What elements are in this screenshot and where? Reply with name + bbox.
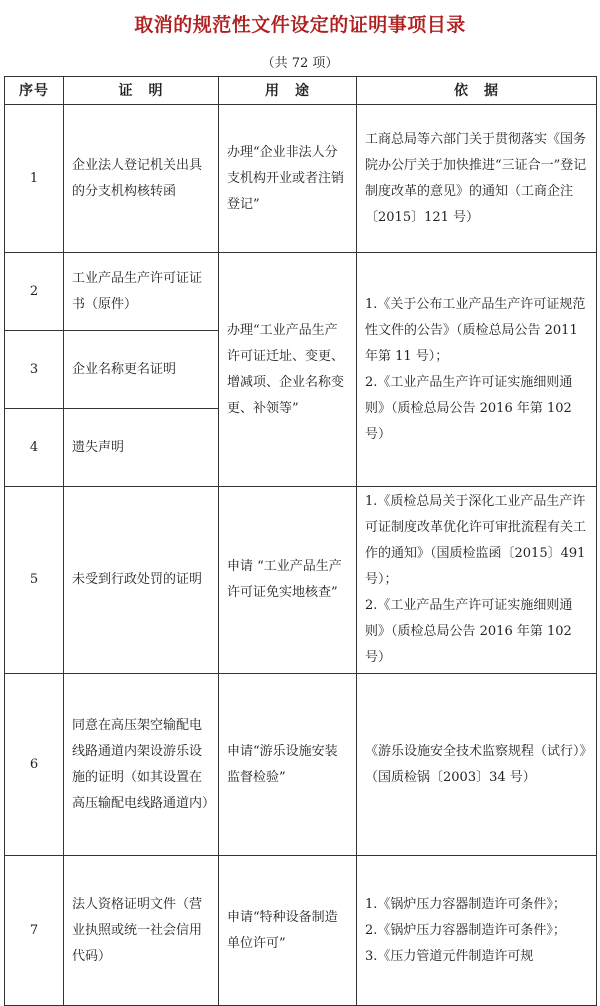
basis-item: 《游乐设施安全技术监察规程（试行）》（国质检锅〔2003〕34 号） — [365, 743, 587, 785]
table-row — [5, 856, 597, 1006]
row-number: 5 — [5, 487, 64, 674]
header-no: 序号 — [5, 77, 64, 105]
table-header-row — [5, 77, 597, 105]
basis-cell — [357, 253, 597, 487]
basis-cell — [357, 856, 597, 1006]
basis-item: 1.《锅炉压力容器制造许可条件》； — [365, 896, 566, 912]
basis-item: 2.《锅炉压力容器制造许可条件》； — [365, 922, 566, 938]
certificate-cell: 企业法人登记机关出具的分支机构核转函 — [64, 105, 219, 253]
basis-item: 2.《工业产品生产许可证实施细则通则》（质检总局公告 2016 年第 102 号） — [365, 374, 573, 442]
purpose-cell: 办理“企业非法人分支机构开业或者注销登记” — [219, 105, 357, 253]
header-certificate: 证 明 — [64, 77, 219, 105]
certificate-cell: 未受到行政处罚的证明 — [64, 487, 219, 674]
table-row — [5, 253, 597, 331]
row-number: 6 — [5, 674, 64, 856]
document-title: 取消的规范性文件设定的证明事项目录 — [134, 14, 466, 36]
table-row — [5, 487, 597, 674]
purpose-cell: 申请 “工业产品生产许可证免实地核查” — [219, 487, 357, 674]
certificate-cell: 同意在高压架空输配电线路通道内架设游乐设施的证明（如其设置在高压输配电线路通道内） — [64, 674, 219, 856]
basis-item: 2.《工业产品生产许可证实施细则通则》（质检总局公告 2016 年第 102 号） — [365, 598, 573, 665]
basis-item: 工商总局等六部门关于贯彻落实《国务院办公厅关于加快推进“三证合一”登记制度改革的意见》的通知（工商企注〔2015〕121 号） — [365, 131, 587, 225]
certificate-cell: 遗失声明 — [64, 409, 219, 487]
basis-cell — [357, 487, 597, 674]
basis-item: 1.《关于公布工业产品生产许可证规范性文件的公告》（质检总局公告 2011 年第 11 号）； — [365, 296, 586, 364]
certificate-cell: 法人资格证明文件（营业执照或统一社会信用代码） — [64, 856, 219, 1006]
item-count: （共 72 项） — [261, 56, 339, 71]
row-number: 4 — [5, 409, 64, 487]
certificate-cell: 工业产品生产许可证证书（原件） — [64, 253, 219, 331]
basis-cell — [357, 674, 597, 856]
basis-cell — [357, 105, 597, 253]
purpose-cell: 申请“特种设备制造单位许可” — [219, 856, 357, 1006]
certificate-cell: 企业名称更名证明 — [64, 331, 219, 409]
row-number: 2 — [5, 253, 64, 331]
purpose-cell: 办理“工业产品生产许可证迁址、变更、增减项、企业名称变更、补领等” — [219, 253, 357, 487]
purpose-cell: 申请“游乐设施安装监督检验” — [219, 674, 357, 856]
certificate-table — [4, 76, 597, 1006]
header-basis: 依 据 — [357, 77, 597, 105]
basis-item: 1.《质检总局关于深化工业产品生产许可证制度改革优化许可审批流程有关工作的通知》（国质检监函〔2015〕491 号）； — [365, 494, 587, 587]
header-purpose: 用 途 — [219, 77, 357, 105]
basis-item: 3.《压力管道元件制造许可规 — [365, 948, 534, 964]
row-number: 1 — [5, 105, 64, 253]
table-row — [5, 105, 597, 253]
row-number: 7 — [5, 856, 64, 1006]
row-number: 3 — [5, 331, 64, 409]
table-row — [5, 674, 597, 856]
